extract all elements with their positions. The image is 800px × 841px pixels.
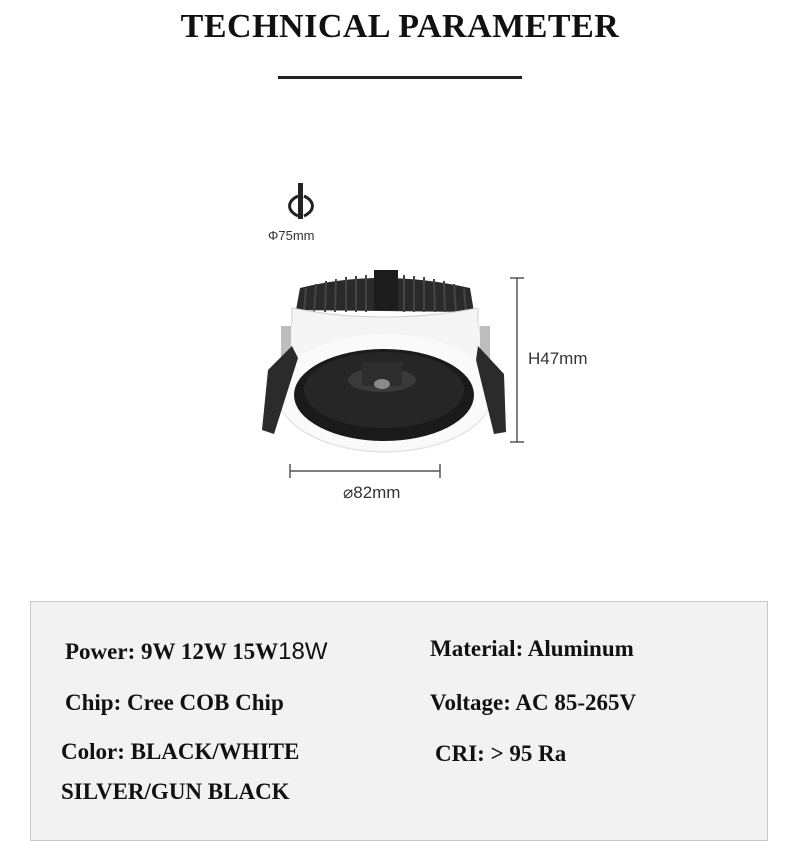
diameter-label: ⌀82mm [343, 483, 401, 502]
page-title: TECHNICAL PARAMETER [180, 8, 620, 45]
cutout-size-label: Φ75mm [268, 228, 315, 243]
heat-sink [296, 270, 474, 312]
height-dimension-line [510, 278, 524, 442]
reflector [294, 349, 474, 441]
spec-color-line1: Color: BLACK/WHITE [61, 739, 300, 764]
spec-chip: Chip: Cree COB Chip [65, 690, 284, 715]
spec-voltage: Voltage: AC 85-265V [430, 690, 637, 715]
diameter-dimension-line [290, 464, 440, 478]
spec-panel [30, 601, 768, 841]
spec-power-extra: 18W [278, 638, 328, 665]
spec-material: Material: Aluminum [430, 636, 634, 661]
spec-power-label: Power: [65, 639, 136, 664]
spec-power-values: 9W 12W 15W [141, 639, 279, 664]
spec-color-line2: SILVER/GUN BLACK [61, 779, 290, 804]
cutout-icon [290, 183, 313, 219]
spec-cri: CRI: > 95 Ra [435, 741, 567, 766]
spec-power [65, 638, 328, 666]
height-label: H47mm [528, 349, 588, 368]
